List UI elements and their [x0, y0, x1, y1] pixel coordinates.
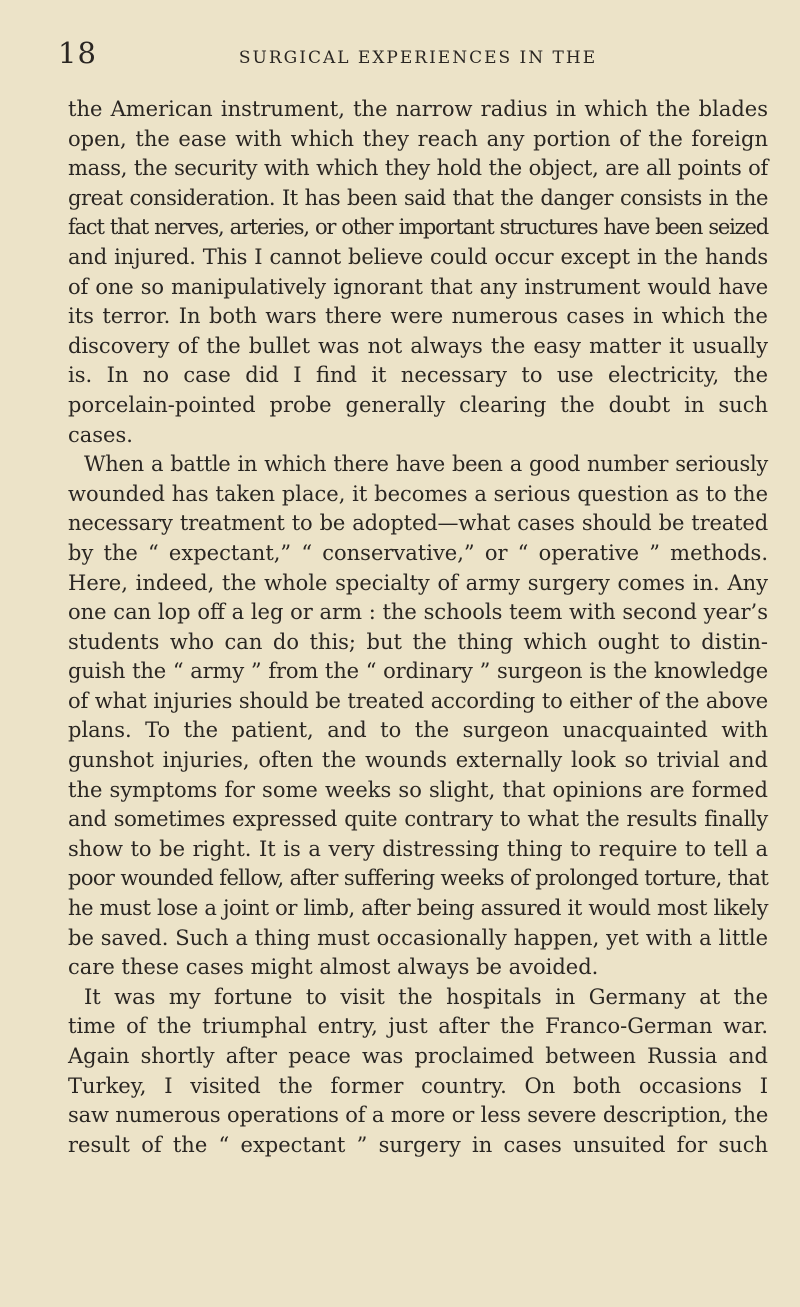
text-line: result of the “ expectant ” surgery in cases unsuited for such — [68, 1132, 768, 1157]
text-line: discovery of the bullet was not always the easy matter it usually — [68, 333, 768, 358]
text-line: he must lose a joint or limb, after being assured it would most likely — [68, 896, 768, 921]
text-line: is. In no case did I find it necessary to use electricity, the — [68, 363, 768, 388]
text-line: by the “ expectant,” “ conservative,” or “ operative ” methods. — [68, 540, 768, 565]
text-line: and sometimes expressed quite contrary to what the results finally — [68, 807, 768, 832]
page-number: 18 — [58, 36, 97, 70]
text-line: gunshot injuries, often the wounds externally look so trivial and — [68, 748, 768, 773]
text-line: wounded has taken place, it becomes a serious question as to the — [68, 481, 768, 506]
text-line: the symptoms for some weeks so slight, that opinions are formed — [68, 777, 768, 802]
text-line: Here, indeed, the whole specialty of army surgery comes in. Any — [68, 570, 768, 595]
text-line: its terror. In both wars there were numerous cases in which the — [68, 304, 768, 329]
text-line: students who can do this; but the thing which ought to distin- — [68, 629, 768, 654]
body-text — [68, 95, 768, 1160]
text-line: show to be right. It is a very distressing thing to require to tell a — [68, 836, 768, 861]
text-line: cases. — [68, 422, 133, 447]
text-line: poor wounded fellow, after suffering weeks of prolonged torture, that — [68, 866, 769, 891]
text-line: necessary treatment to be adopted—what cases should be treated — [68, 511, 768, 536]
paragraph-2 — [68, 450, 768, 983]
text-line: open, the ease with which they reach any portion of the foreign — [68, 126, 768, 151]
text-line: one can lop off a leg or arm : the schools teem with second year’s — [68, 600, 768, 625]
running-title: SURGICAL EXPERIENCES IN THE — [238, 48, 598, 68]
text-line: guish the “ army ” from the “ ordinary ” surgeon is the knowledge — [68, 659, 768, 684]
text-line: fact that nerves, arteries, or other important structures have been seized — [68, 215, 768, 240]
text-line: porcelain-pointed probe generally clearing the doubt in such — [68, 392, 768, 417]
text-line: mass, the security with which they hold the object, are all points of — [68, 156, 768, 181]
text-line: of what injuries should be treated according to either of the above — [68, 688, 768, 713]
text-line: Again shortly after peace was proclaimed between Russia and — [68, 1044, 768, 1068]
text-line: of one so manipulatively ignorant that any instrument would have — [68, 274, 768, 299]
text-line: great consideration. It has been said that the danger consists in the — [68, 185, 768, 210]
text-line: time of the triumphal entry, just after the Franco-German war. — [68, 1014, 768, 1039]
text-line: Turkey, I visited the former country. On both occasions I — [68, 1073, 768, 1098]
paragraph-1 — [68, 95, 768, 450]
text-line: saw numerous operations of a more or less severe description, the — [68, 1103, 769, 1128]
text-line: be saved. Such a thing must occasionally happen, yet with a little — [68, 925, 768, 950]
text-line: It was my fortune to visit the hospitals in Germany at the — [84, 984, 768, 1009]
text-line: the American instrument, the narrow radius in which the blades — [68, 97, 768, 121]
text-line: When a battle in which there have been a good number seriously — [84, 452, 768, 477]
text-line: and injured. This I cannot believe could occur except in the hands — [68, 244, 768, 269]
paragraph-3 — [68, 983, 768, 1161]
text-line: plans. To the patient, and to the surgeon unacquainted with — [68, 718, 768, 743]
text-line: care these cases might almost always be avoided. — [68, 955, 599, 980]
